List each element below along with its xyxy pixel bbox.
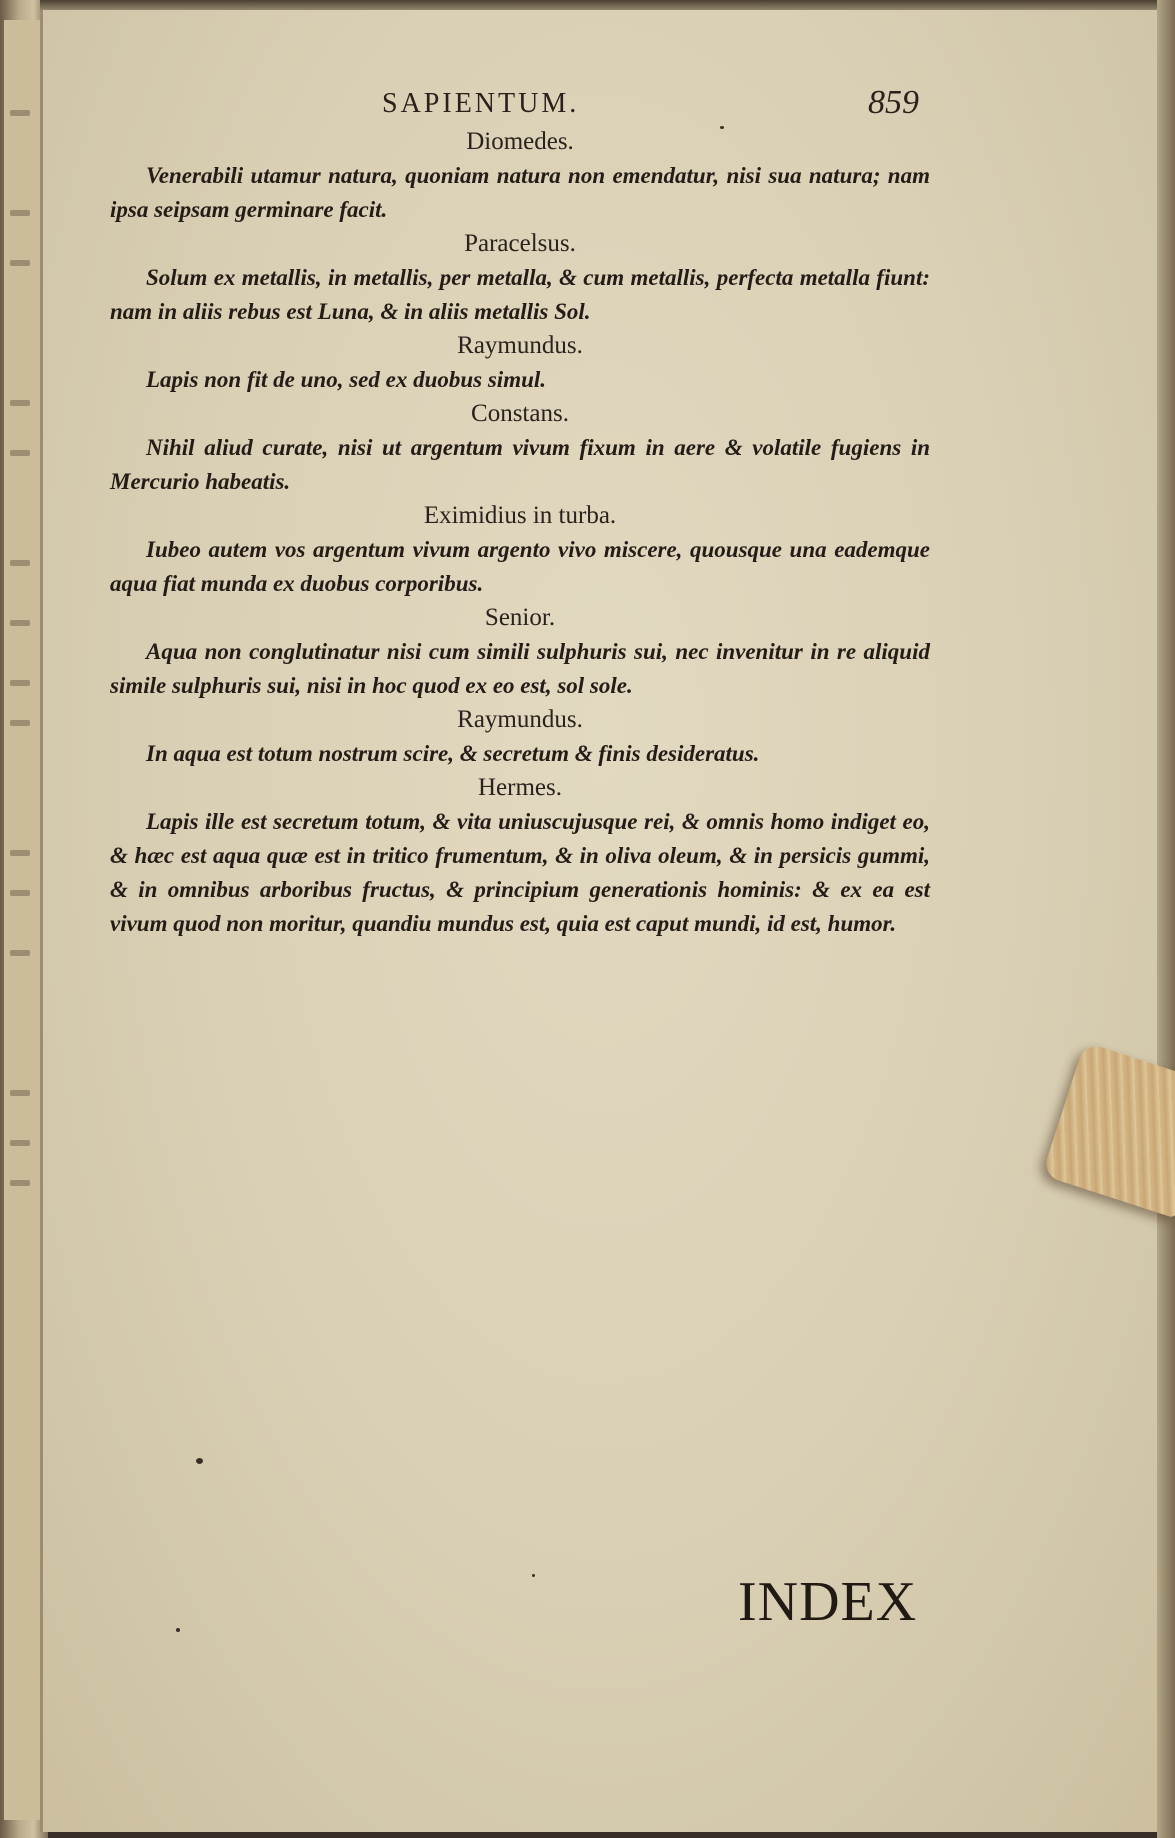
ink-speck [196,1458,203,1464]
section-hermes [110,771,930,941]
section-senior [110,601,930,703]
section-text: Aqua non conglutinatur nisi cum simili sulphuris sui, nec invenitur in re aliquid simile sulphuris sui, nisi in hoc quod ex eo est, sol sole. [110,639,930,698]
ink-speck [176,1628,180,1632]
section-text: Solum ex metallis, in metallis, per metalla, & cum metallis, perfecta metalla fiunt: nam in aliis rebus est Luna, & in aliis metallis Sol. [110,265,930,324]
section-heading: Paracelsus. [464,230,576,257]
section-text: Lapis non fit de uno, sed ex duobus simul. [146,367,547,392]
section-text: Nihil aliud curate, nisi ut argentum vivum fixum in aere & volatile fugiens in Mercurio habeatis. [110,435,930,494]
page-header [0,84,1175,128]
section-eximidius [110,499,930,601]
section-heading: Raymundus. [457,706,583,733]
section-text: Iubeo autem vos argentum vivum argento vivo miscere, quousque una eademque aqua fiat munda ex duobus corporibus. [110,537,930,596]
catchword: INDEX [738,1571,918,1633]
section-text: In aqua est totum nostrum scire, & secretum & finis desideratus. [146,741,760,766]
section-heading: Constans. [471,400,569,427]
section-raymundus-1 [110,329,930,397]
ink-speck [720,126,724,129]
section-text: Venerabili utamur natura, quoniam natura non emendatur, nisi sua natura; nam ipsa seipsam germinare facit. [110,163,930,222]
section-heading: Diomedes. [466,128,574,155]
section-paracelsus [110,227,930,329]
section-heading: Hermes. [478,774,562,801]
section-raymundus-2 [110,703,930,771]
section-diomedes [110,125,930,227]
previous-page-edge [4,20,42,1820]
section-heading: Senior. [484,604,556,631]
section-heading: Raymundus. [457,332,583,359]
ink-speck [532,1574,535,1577]
section-text: Lapis ille est secretum totum, & vita uniuscujusque rei, & omnis homo indiget eo, & hæc est aqua quæ est in tritico frumentum, & in oliva oleum, & in persicis gummi, & in omnibus arboribus fructus, & principium generationis hominis: & ex ea est vivum quod non moritur, quandiu mundus est, quia est caput mundi, id est, humor. [110,809,930,936]
page-body [110,125,930,941]
section-constans [110,397,930,499]
page-number: 859 [868,84,919,121]
page-right-edge [1157,0,1175,1838]
running-head: SAPIENTUM. [382,88,580,119]
section-heading: Eximidius in turba. [423,502,617,529]
